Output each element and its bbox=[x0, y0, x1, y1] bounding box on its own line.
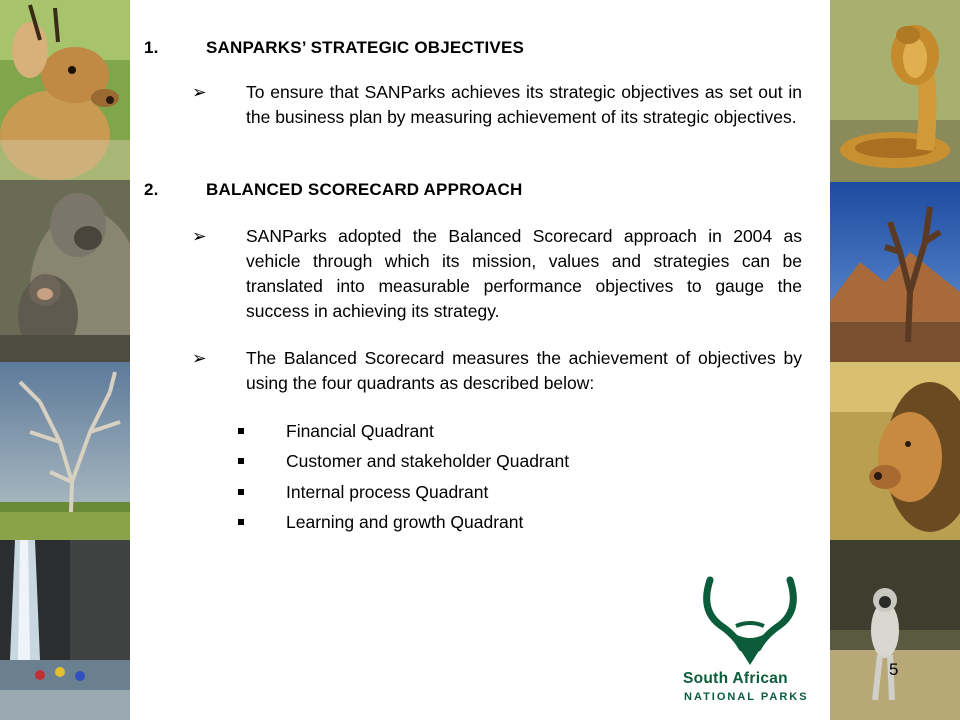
right-photo-strip bbox=[830, 0, 960, 720]
bullet-item bbox=[192, 224, 802, 324]
section-title: SANPARKS’ STRATEGIC OBJECTIVES bbox=[206, 38, 525, 57]
kudu-head-icon bbox=[680, 570, 820, 670]
bullet-text: To ensure that SANParks achieves its strategic objectives as set out in the business plan by measuring achievement of its strategic objectives. bbox=[246, 82, 802, 127]
arrow-bullet-icon: ➢ bbox=[192, 348, 207, 368]
logo-line-2: NATIONAL PARKS bbox=[684, 691, 809, 703]
sub-item-text: Internal process Quadrant bbox=[286, 482, 489, 502]
section-title: BALANCED SCORECARD APPROACH bbox=[206, 180, 523, 199]
sub-item-text: Learning and growth Quadrant bbox=[286, 512, 524, 532]
dead-tree-photo bbox=[0, 362, 130, 540]
square-bullet-icon bbox=[238, 458, 244, 464]
sanparks-logo bbox=[680, 570, 820, 710]
sub-item-text: Customer and stakeholder Quadrant bbox=[286, 451, 570, 471]
antelope-photo bbox=[0, 0, 130, 180]
sub-item-text: Financial Quadrant bbox=[286, 421, 434, 441]
page-number: 5 bbox=[889, 660, 899, 679]
section-number: 2. bbox=[144, 180, 159, 199]
baboon-photo bbox=[0, 180, 130, 362]
desert-tree-photo bbox=[830, 182, 960, 362]
arrow-bullet-icon: ➢ bbox=[192, 82, 207, 102]
cobra-photo bbox=[830, 0, 960, 182]
lion-photo bbox=[830, 362, 960, 540]
left-photo-strip bbox=[0, 0, 130, 720]
bullet-item bbox=[192, 346, 802, 396]
square-bullet-icon bbox=[238, 489, 244, 495]
bullet-item bbox=[192, 80, 802, 130]
waterfall-photo bbox=[0, 540, 130, 720]
square-bullet-icon bbox=[238, 428, 244, 434]
logo-line-1: South African bbox=[683, 670, 788, 687]
section-number: 1. bbox=[144, 38, 159, 57]
square-bullet-icon bbox=[238, 519, 244, 525]
bullet-text: The Balanced Scorecard measures the achievement of objectives by using the four quadrants as described below: bbox=[246, 348, 802, 393]
bullet-text: SANParks adopted the Balanced Scorecard approach in 2004 as vehicle through which its mission, values and strategies can be translated into measurable performance objectives to gauge the success in achieving its strategy. bbox=[246, 226, 802, 321]
arrow-bullet-icon: ➢ bbox=[192, 226, 207, 246]
monkey-photo bbox=[830, 540, 960, 720]
